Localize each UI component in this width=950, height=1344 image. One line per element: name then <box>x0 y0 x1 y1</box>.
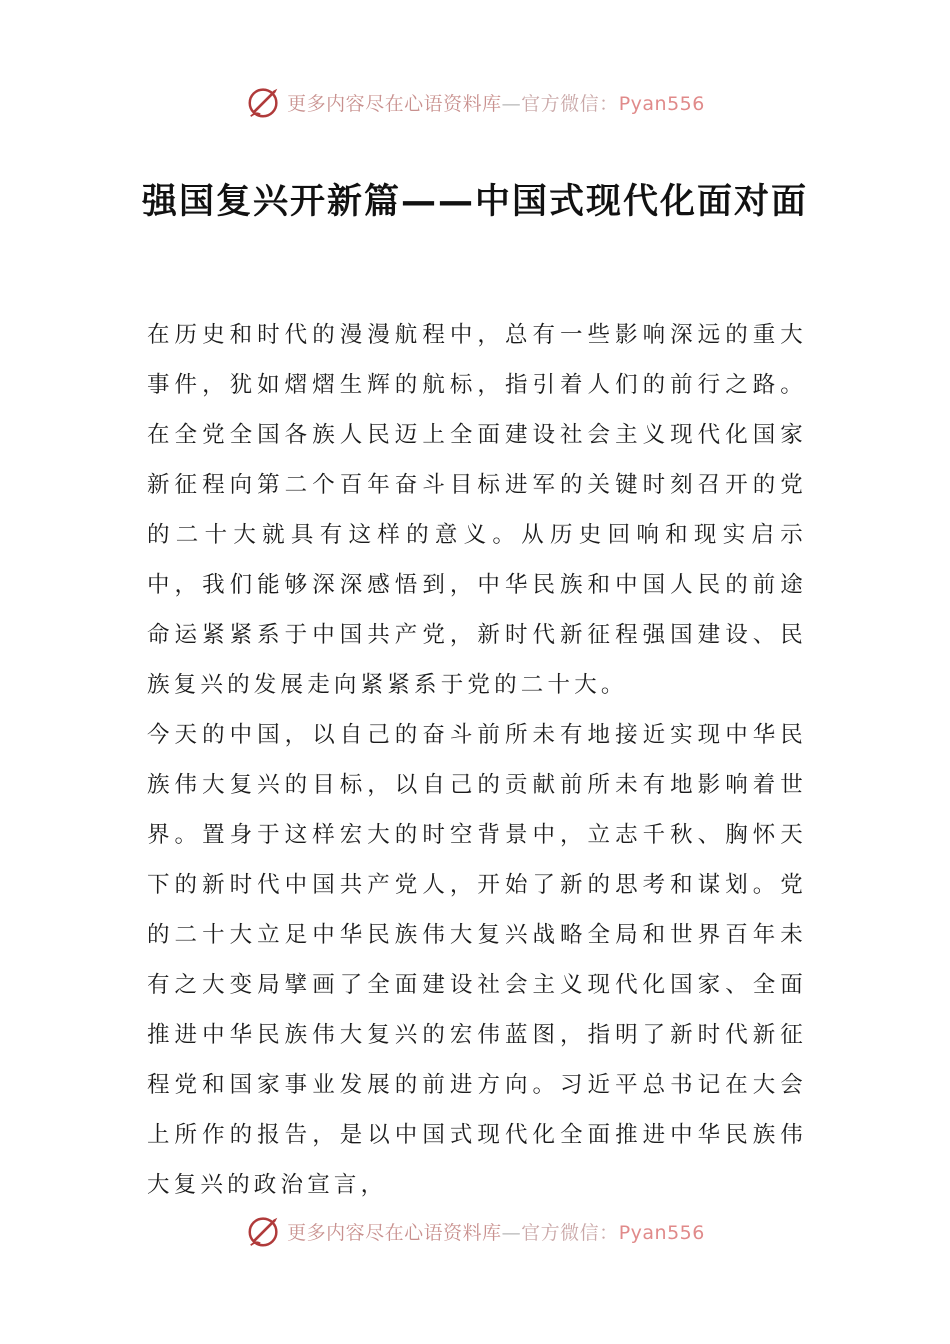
document-title: 强国复兴开新篇——中国式现代化面对面 <box>141 182 808 222</box>
banner-text <box>287 89 705 116</box>
header-banner <box>0 82 950 122</box>
paragraph: 今天的中国，以自己的奋斗前所未有地接近实现中华民族伟大复兴的目标，以自己的贡献前所未有地影响着世界。置身于这样宏大的时空背景中，立志千秋、胸怀天下的新时代中国共产党人，开始了新的思考和谋划。党的二十大立足中华民族伟大复兴战略全局和世界百年未有之大变局擘画了全面建设社会主义现代化国家、全面推进中华民族伟大复兴的宏伟蓝图，指明了新时代新征程党和国家事业发展的前进方向。习近平总书记在大会上所作的报告，是以中国式现代化全面推进中华民族伟大复兴的政治宣言， <box>147 722 807 1198</box>
banner-text <box>287 1218 705 1245</box>
banner-main-text: 更多内容尽在心语资料库 <box>287 1221 502 1244</box>
footer-banner <box>0 1211 950 1251</box>
paragraph: 在历史和时代的漫漫航程中，总有一些影响深远的重大事件，犹如熠熠生辉的航标，指引着人们的前行之路。在全党全国各族人民迈上全面建设社会主义现代化国家新征程向第二个百年奋斗目标进军的关键时刻召开的党的二十大就具有这样的意义。从历史回响和现实启示中，我们能够深深感悟到，中华民族和中国人民的前途命运紧紧系于中国共产党，新时代新征程强国建设、民族复兴的发展走向紧紧系于党的二十大。 <box>147 322 807 698</box>
banner-wechat-id: Pyan556 <box>618 92 705 115</box>
banner-wechat-id: Pyan556 <box>618 1221 705 1244</box>
banner-wechat-label: 官方微信： <box>521 1221 619 1244</box>
banner-separator: — <box>501 92 522 115</box>
banner-main-text: 更多内容尽在心语资料库 <box>287 92 502 115</box>
pen-circle-logo-icon <box>245 1212 283 1250</box>
banner-separator: — <box>501 1221 522 1244</box>
document-body <box>147 310 807 1210</box>
pen-circle-logo-icon <box>245 83 283 121</box>
banner-wechat-label: 官方微信： <box>521 92 619 115</box>
